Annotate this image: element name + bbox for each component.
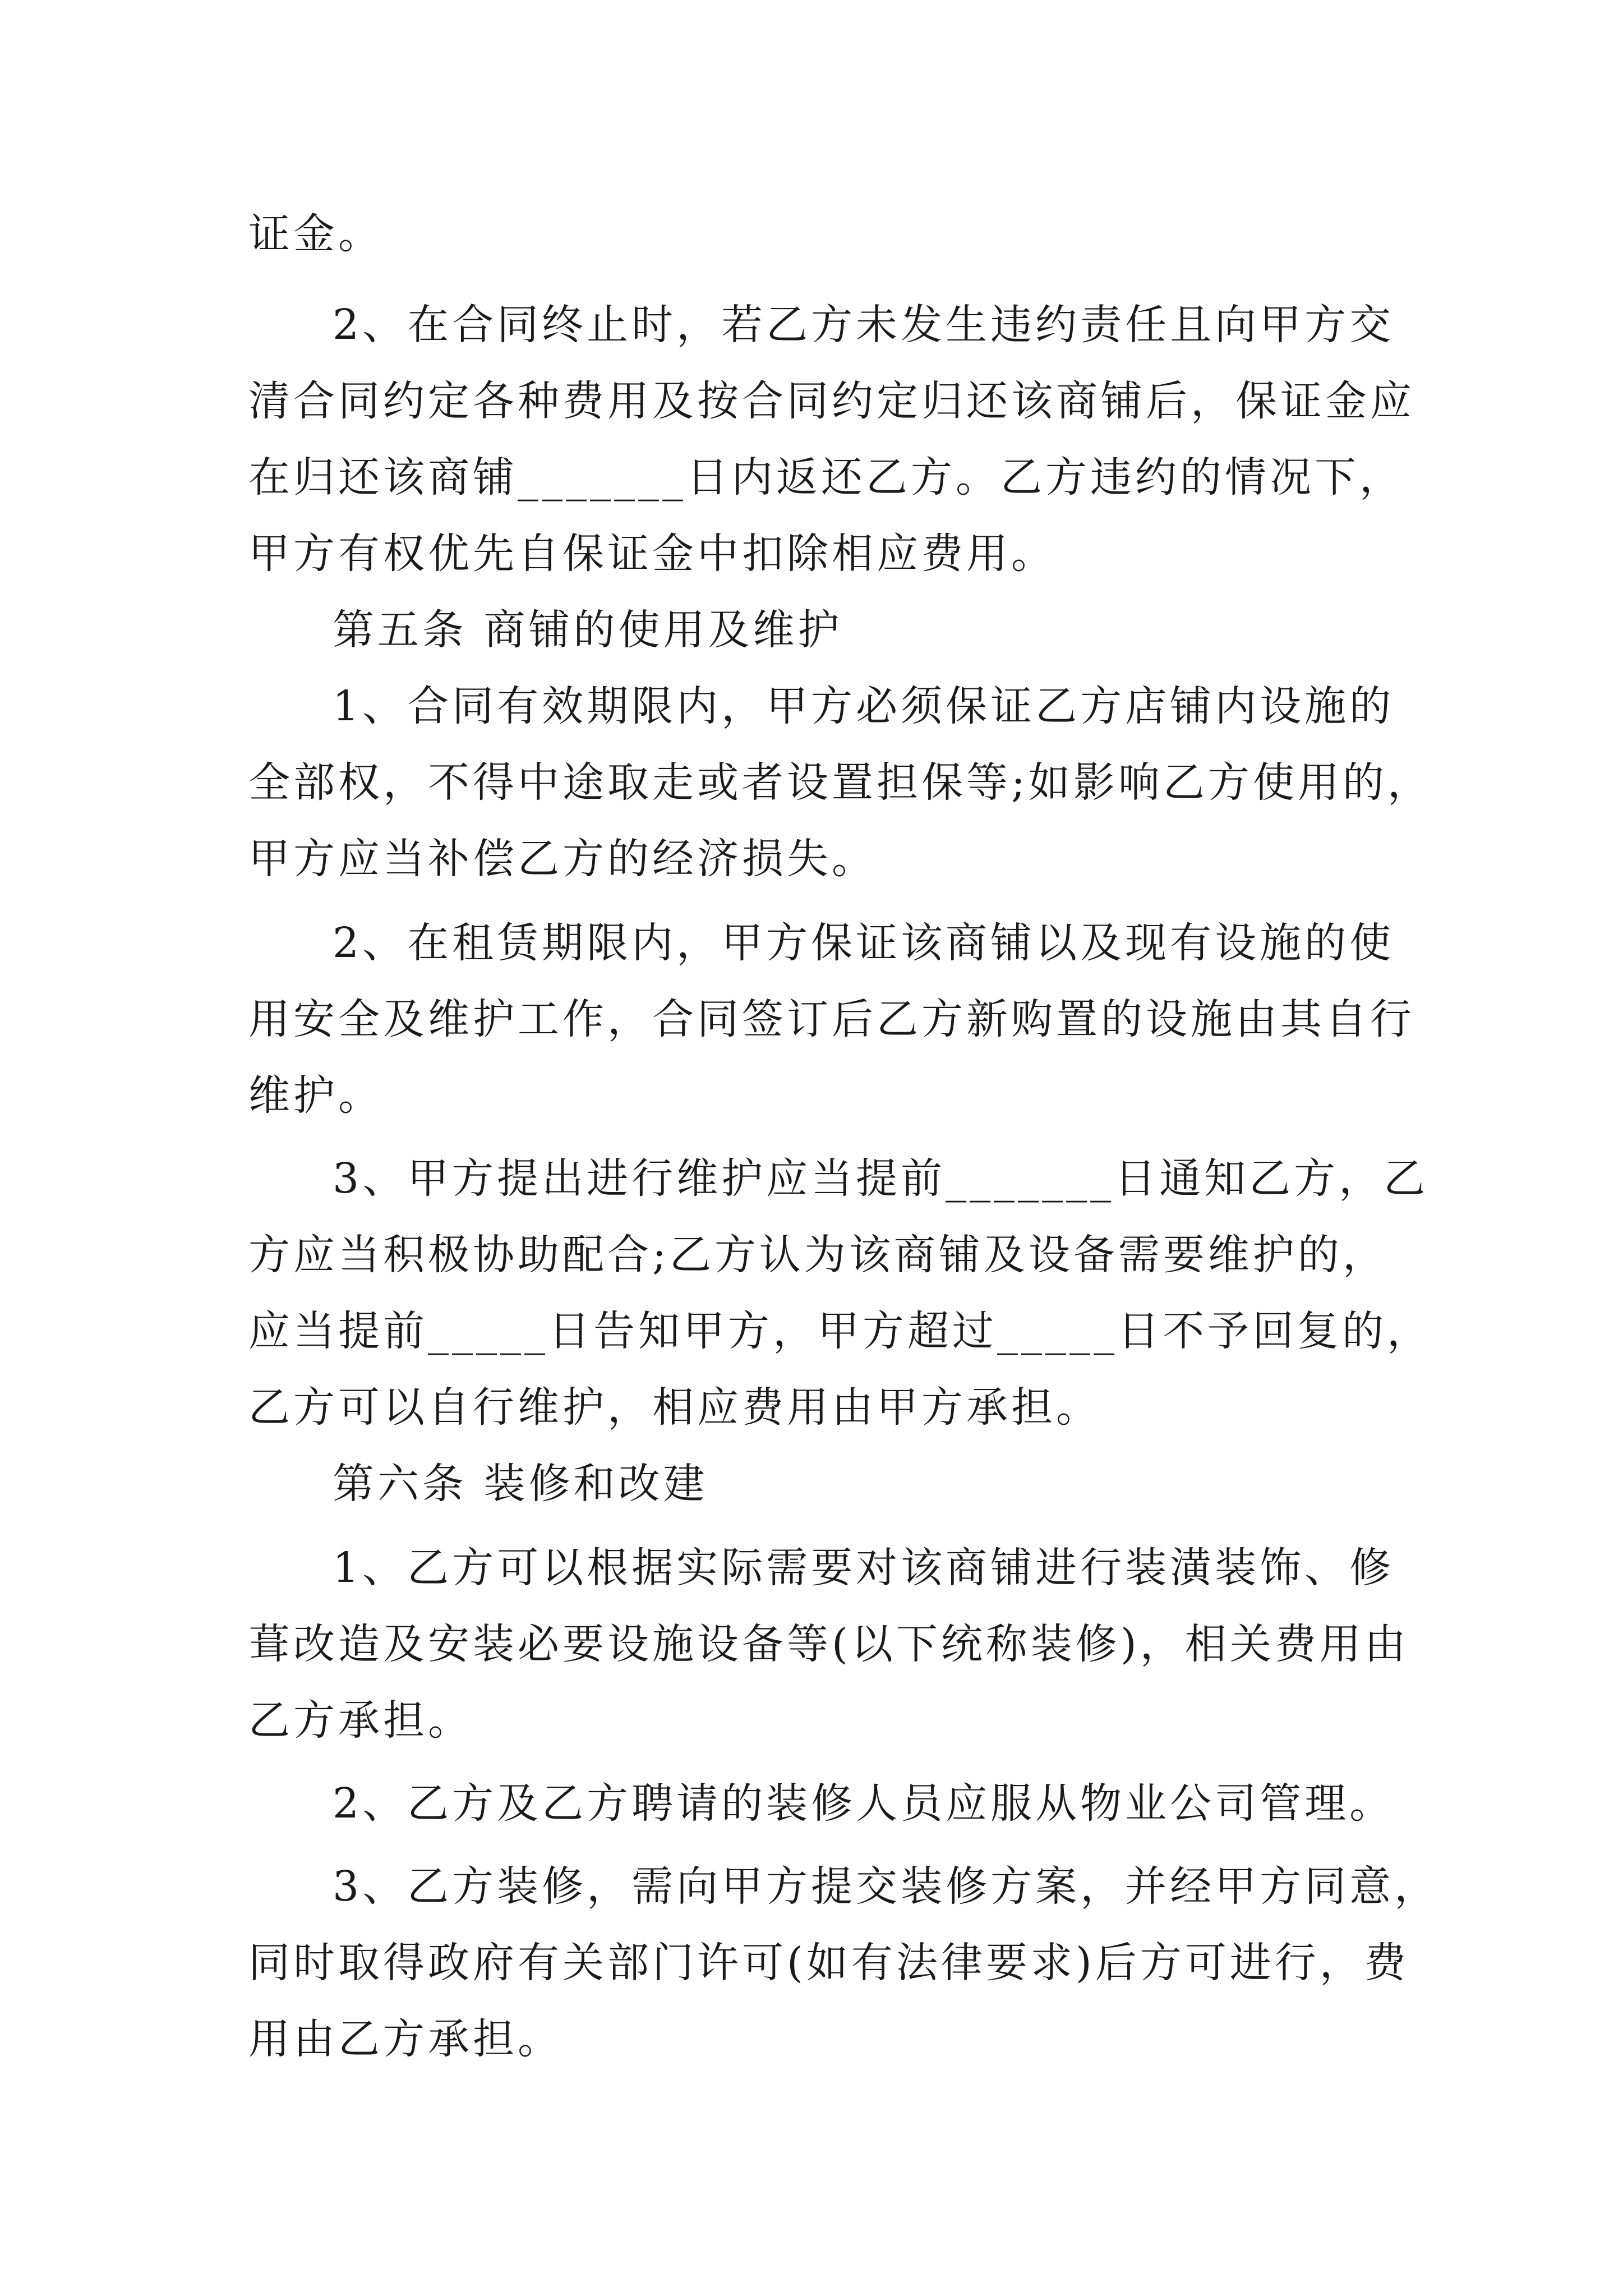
- text-line: 乙方可以自行维护，相应费用由甲方承担。: [248, 1383, 1101, 1432]
- text-line: 甲方有权优先自保证金中扣除相应费用。: [248, 530, 1056, 578]
- text-line: 葺改造及安装必要设施设备等(以下统称装修)，相关费用由: [248, 1620, 1409, 1668]
- text-line: 甲方应当补偿乙方的经济损失。: [248, 835, 877, 883]
- text-line: 应当提前_____日告知甲方，甲方超过_____日不予回复的，: [248, 1307, 1432, 1355]
- paragraph-line: 2、在租赁期限内，甲方保证该商铺以及现有设施的使: [333, 919, 1395, 967]
- text-line: 同时取得政府有关部门许可(如有法律要求)后方可进行，费: [248, 1939, 1409, 1987]
- section-heading-5: 第五条 商铺的使用及维护: [333, 606, 843, 654]
- text-line: 全部权，不得中途取走或者设置担保等;如影响乙方使用的，: [248, 758, 1432, 807]
- paragraph-line: 1、乙方可以根据实际需要对该商铺进行装潢装饰、修: [333, 1544, 1395, 1592]
- text-line: 在归还该商铺_______日内返还乙方。乙方违约的情况下，: [248, 453, 1404, 501]
- text-line: 清合同约定各种费用及按合同约定归还该商铺后，保证金应: [248, 377, 1415, 425]
- section-heading-6: 第六条 装修和改建: [333, 1460, 708, 1508]
- text-line: 证金。: [248, 210, 383, 258]
- paragraph-line: 3、乙方装修，需向甲方提交装修方案，并经甲方同意，: [333, 1862, 1440, 1911]
- paragraph-2-line-1: 2、在合同终止时，若乙方未发生违约责任且向甲方交: [333, 301, 1395, 349]
- paragraph-line: 3、甲方提出进行维护应当提前_______日通知乙方，乙: [333, 1154, 1429, 1203]
- text-line: 用安全及维护工作，合同签订后乙方新购置的设施由其自行: [248, 995, 1415, 1043]
- text-line: 用由乙方承担。: [248, 2015, 562, 2063]
- paragraph-line: 2、乙方及乙方聘请的装修人员应服从物业公司管理。: [333, 1779, 1395, 1828]
- text-line: 乙方承担。: [248, 1696, 473, 1745]
- text-line: 方应当积极协助配合;乙方认为该商铺及设备需要维护的，: [248, 1231, 1387, 1279]
- paragraph-line: 1、合同有效期限内，甲方必须保证乙方店铺内设施的: [333, 682, 1395, 730]
- text-line: 维护。: [248, 1071, 383, 1120]
